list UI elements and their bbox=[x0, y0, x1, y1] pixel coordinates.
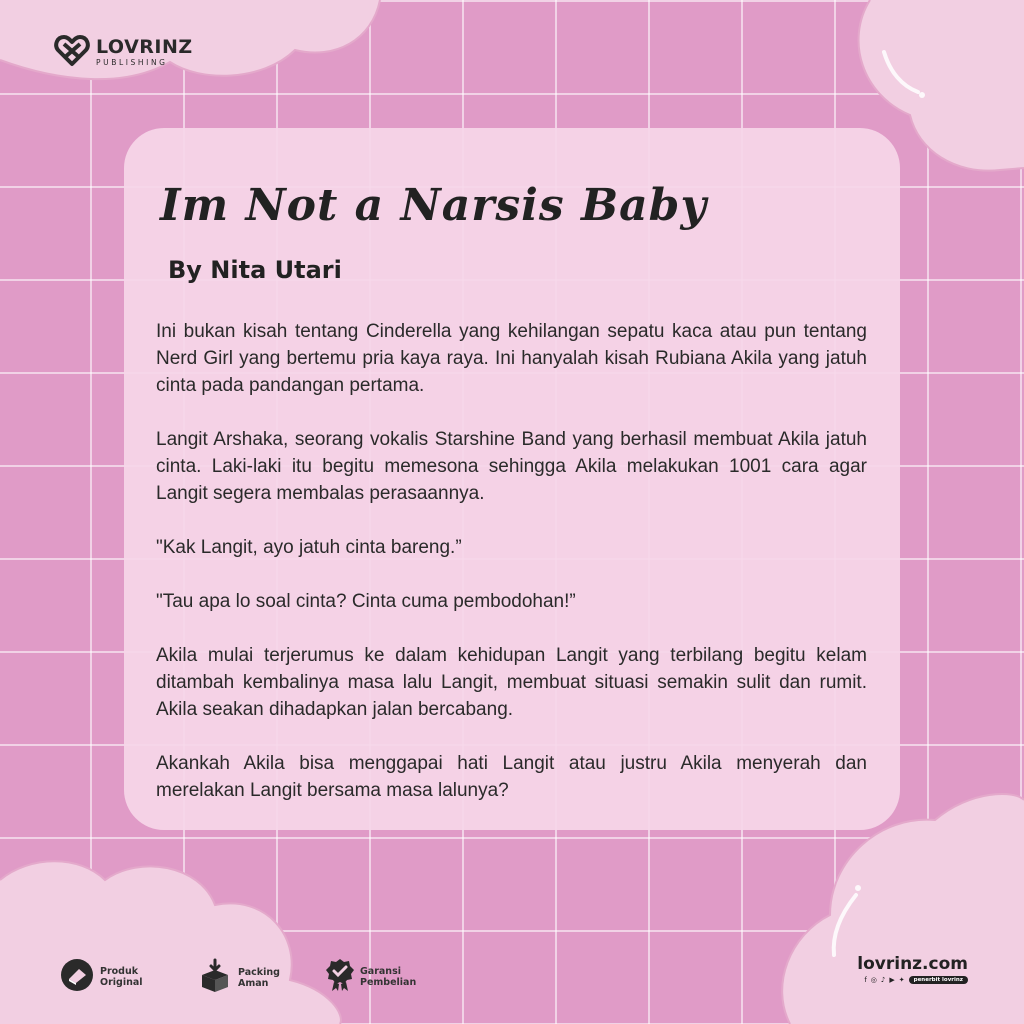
feature-guarantee bbox=[326, 958, 416, 996]
synopsis-paragraph: Langit Arshaka, seorang vokalis Starshine Band yang berhasil membuat Akila jatuh cinta. Laki-laki itu begitu memesona sehingga Akila melakukan 1001 cara agar Langit segera membalas perasaannya. bbox=[156, 429, 867, 504]
youtube-icon[interactable]: ▶ bbox=[889, 976, 896, 984]
feature-label: Packing Aman bbox=[238, 967, 280, 989]
book-author: By Nita Utari bbox=[168, 256, 342, 284]
synopsis-quote: "Tau apa lo soal cinta? Cinta cuma pembodohan!” bbox=[156, 591, 576, 612]
facebook-icon[interactable]: f bbox=[864, 976, 868, 984]
synopsis-paragraph: Akankah Akila bisa menggapai hati Langit atau justru Akila menyerah dan merelakan Langit bersama masa lalunya? bbox=[156, 753, 867, 801]
social-handle[interactable]: penerbit lovrinz bbox=[909, 976, 968, 984]
synopsis-text bbox=[156, 318, 867, 831]
feature-label: Produk Original bbox=[100, 966, 143, 988]
website-block bbox=[857, 954, 968, 984]
feature-original bbox=[60, 958, 143, 996]
tiktok-icon[interactable]: ♪ bbox=[880, 976, 887, 984]
cloud-bottom-left bbox=[0, 861, 341, 1024]
lovrinz-heart-knot-icon bbox=[54, 32, 90, 72]
brand-subtitle: PUBLISHING bbox=[96, 57, 168, 67]
website-url[interactable]: lovrinz.com bbox=[857, 954, 968, 974]
package-box-icon bbox=[198, 958, 232, 998]
book-icon bbox=[60, 958, 94, 996]
synopsis-quote: "Kak Langit, ayo jatuh cinta bareng.” bbox=[156, 537, 462, 558]
instagram-icon[interactable]: ◎ bbox=[870, 976, 878, 984]
book-title: Im Not a Narsis Baby bbox=[160, 180, 708, 231]
guarantee-badge-icon bbox=[326, 958, 354, 996]
brand-name: LOVRINZ bbox=[96, 35, 193, 58]
feature-packing bbox=[198, 958, 280, 998]
twitter-icon[interactable]: ✦ bbox=[898, 976, 906, 984]
synopsis-paragraph: Ini bukan kisah tentang Cinderella yang kehilangan sepatu kaca atau pun tentang Nerd Girl yang bertemu pria kaya raya. Ini hanyalah kisah Rubiana Akila yang jatuh cinta pada pandangan pertama. bbox=[156, 321, 867, 396]
brand-logo bbox=[54, 32, 193, 72]
feature-label: Garansi Pembelian bbox=[360, 966, 417, 988]
synopsis-paragraph: Akila mulai terjerumus ke dalam kehidupan Langit yang terbilang begitu kelam ditambah kembalinya masa lalu Langit, membuat situasi semakin sulit dan rumit. Akila seakan dihadapkan jalan bercabang. bbox=[156, 645, 867, 720]
